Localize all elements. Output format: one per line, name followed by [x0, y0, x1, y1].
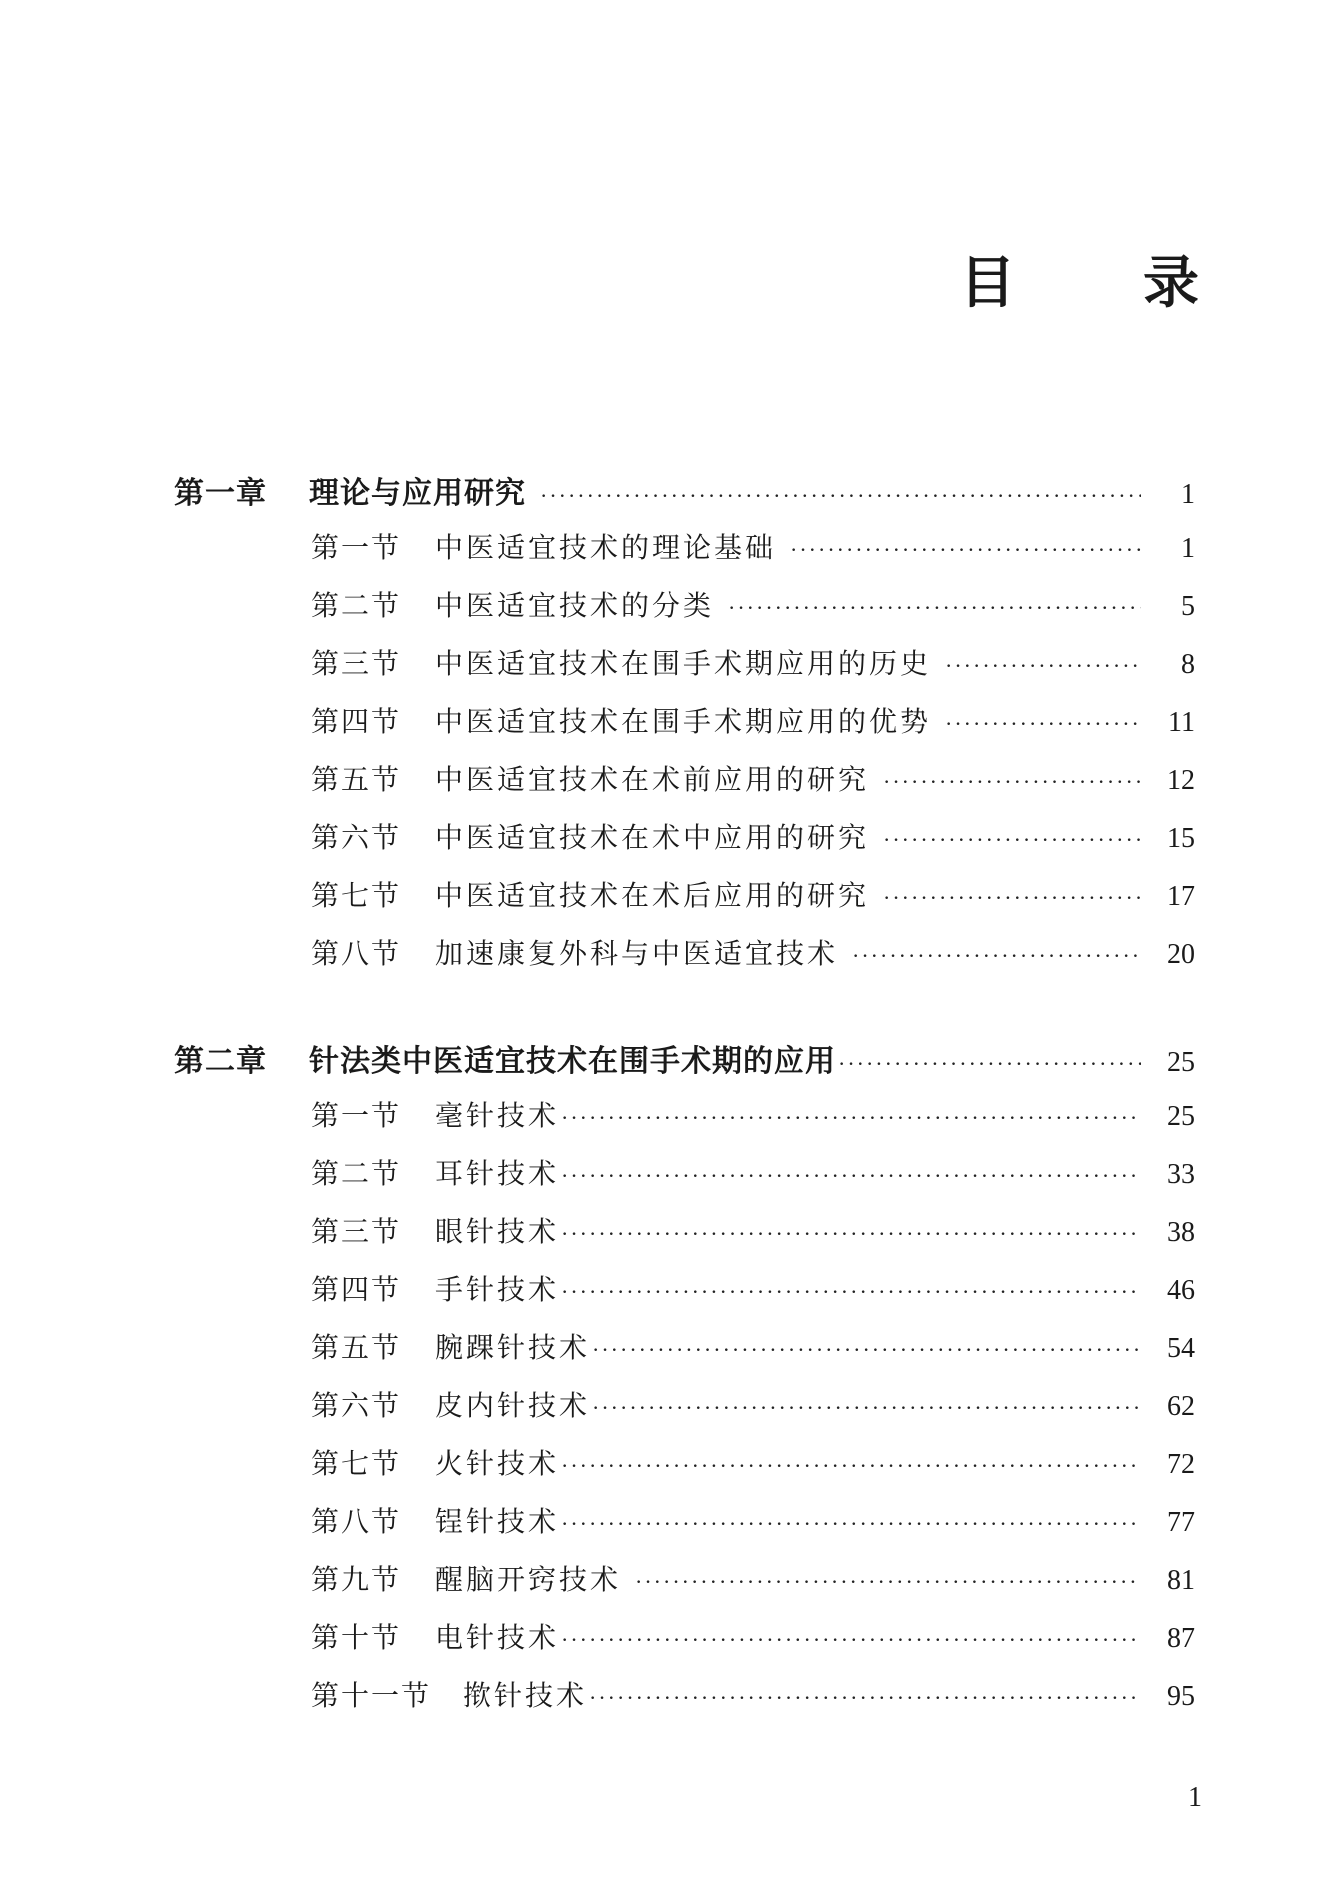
chapter-title: 针法类中医适宜技术在围手术期的应用	[309, 1044, 836, 1079]
section-page: 33	[1167, 1159, 1195, 1190]
section-title: 手针技术	[435, 1273, 560, 1306]
dot-leader	[852, 943, 1141, 969]
section-page: 5	[1181, 591, 1195, 622]
section-label: 第五节	[311, 1331, 402, 1364]
section-label: 第八节	[311, 1505, 402, 1538]
toc-chapter-1[interactable]	[174, 468, 1195, 512]
section-label: 第六节	[311, 1389, 402, 1422]
chapter-title: 理论与应用研究	[309, 476, 526, 511]
dot-leader	[561, 1627, 1141, 1653]
toc-section-1-6[interactable]	[311, 816, 1195, 856]
toc-section-2-10[interactable]	[311, 1616, 1195, 1656]
section-title: 电针技术	[435, 1621, 560, 1654]
toc-section-1-4[interactable]	[311, 700, 1195, 740]
toc-section-2-1[interactable]	[311, 1094, 1195, 1134]
page-number: 1	[1188, 1782, 1202, 1813]
toc-section-2-2[interactable]	[311, 1152, 1195, 1192]
section-page: 72	[1167, 1449, 1195, 1480]
section-label: 第七节	[311, 879, 402, 912]
section-label: 第三节	[311, 1215, 402, 1248]
section-page: 81	[1167, 1565, 1195, 1596]
section-label: 第九节	[311, 1563, 402, 1596]
section-page: 77	[1167, 1507, 1195, 1538]
section-title: 皮内针技术	[435, 1389, 591, 1422]
section-page: 38	[1167, 1217, 1195, 1248]
section-page: 12	[1167, 765, 1195, 796]
section-page: 95	[1167, 1681, 1195, 1712]
toc-heading: 目 录	[959, 250, 1253, 316]
toc-section-2-8[interactable]	[311, 1500, 1195, 1540]
section-title: 眼针技术	[435, 1215, 560, 1248]
section-page: 15	[1167, 823, 1195, 854]
chapter-label: 第一章	[174, 476, 267, 511]
dot-leader	[561, 1279, 1141, 1305]
dot-leader	[838, 1051, 1141, 1077]
toc-section-2-11[interactable]	[311, 1674, 1195, 1714]
dot-leader	[728, 595, 1141, 621]
toc-section-1-2[interactable]	[311, 584, 1195, 624]
dot-leader	[561, 1105, 1141, 1131]
toc-section-1-8[interactable]	[311, 932, 1195, 972]
section-label: 第四节	[311, 1273, 402, 1306]
dot-leader	[883, 827, 1141, 853]
section-title: 毫针技术	[435, 1099, 560, 1132]
toc-section-1-3[interactable]	[311, 642, 1195, 682]
section-title: 锃针技术	[435, 1505, 560, 1538]
section-page: 11	[1168, 707, 1195, 738]
section-title: 中医适宜技术的分类	[435, 589, 715, 622]
section-label: 第一节	[311, 1099, 402, 1132]
section-page: 62	[1167, 1391, 1195, 1422]
section-label: 第三节	[311, 647, 402, 680]
section-page: 54	[1167, 1333, 1195, 1364]
toc-chapter-2[interactable]	[174, 1036, 1195, 1080]
section-page: 20	[1167, 939, 1195, 970]
section-label: 第二节	[311, 589, 402, 622]
section-title: 中医适宜技术在围手术期应用的历史	[435, 647, 932, 680]
section-title: 中医适宜技术在术中应用的研究	[435, 821, 870, 854]
section-title: 中医适宜技术在术前应用的研究	[435, 763, 870, 796]
section-label: 第二节	[311, 1157, 402, 1190]
section-label: 第五节	[311, 763, 402, 796]
toc-section-1-7[interactable]	[311, 874, 1195, 914]
section-title: 揿针技术	[463, 1679, 588, 1712]
chapter-page: 25	[1167, 1047, 1195, 1078]
dot-leader	[561, 1163, 1141, 1189]
section-page: 17	[1167, 881, 1195, 912]
chapter-page: 1	[1181, 479, 1195, 510]
section-title: 火针技术	[435, 1447, 560, 1480]
toc-section-1-1[interactable]	[311, 526, 1195, 566]
toc-section-2-3[interactable]	[311, 1210, 1195, 1250]
dot-leader	[945, 653, 1141, 679]
dot-leader	[790, 537, 1141, 563]
section-title: 中医适宜技术在术后应用的研究	[435, 879, 870, 912]
toc-section-2-7[interactable]	[311, 1442, 1195, 1482]
section-title: 耳针技术	[435, 1157, 560, 1190]
dot-leader	[589, 1685, 1141, 1711]
section-title: 中医适宜技术在围手术期应用的优势	[435, 705, 932, 738]
dot-leader	[561, 1221, 1141, 1247]
section-label: 第十一节	[311, 1679, 432, 1712]
dot-leader	[540, 483, 1141, 509]
toc-section-2-9[interactable]	[311, 1558, 1195, 1598]
section-title: 中医适宜技术的理论基础	[435, 531, 777, 564]
section-title: 醒脑开窍技术	[435, 1563, 622, 1596]
section-page: 46	[1167, 1275, 1195, 1306]
section-label: 第八节	[311, 937, 402, 970]
section-page: 87	[1167, 1623, 1195, 1654]
dot-leader	[561, 1511, 1141, 1537]
section-label: 第一节	[311, 531, 402, 564]
section-title: 腕踝针技术	[435, 1331, 591, 1364]
section-label: 第六节	[311, 821, 402, 854]
dot-leader	[883, 769, 1141, 795]
section-page: 1	[1181, 533, 1195, 564]
dot-leader	[883, 885, 1141, 911]
toc-section-2-4[interactable]	[311, 1268, 1195, 1308]
toc-section-2-6[interactable]	[311, 1384, 1195, 1424]
dot-leader	[592, 1337, 1141, 1363]
section-page: 8	[1181, 649, 1195, 680]
toc-section-1-5[interactable]	[311, 758, 1195, 798]
section-title: 加速康复外科与中医适宜技术	[435, 937, 839, 970]
section-label: 第四节	[311, 705, 402, 738]
section-label: 第七节	[311, 1447, 402, 1480]
chapter-label: 第二章	[174, 1044, 267, 1079]
dot-leader	[635, 1569, 1141, 1595]
section-page: 25	[1167, 1101, 1195, 1132]
section-label: 第十节	[311, 1621, 402, 1654]
toc-section-2-5[interactable]	[311, 1326, 1195, 1366]
dot-leader	[592, 1395, 1141, 1421]
dot-leader	[945, 711, 1141, 737]
dot-leader	[561, 1453, 1141, 1479]
